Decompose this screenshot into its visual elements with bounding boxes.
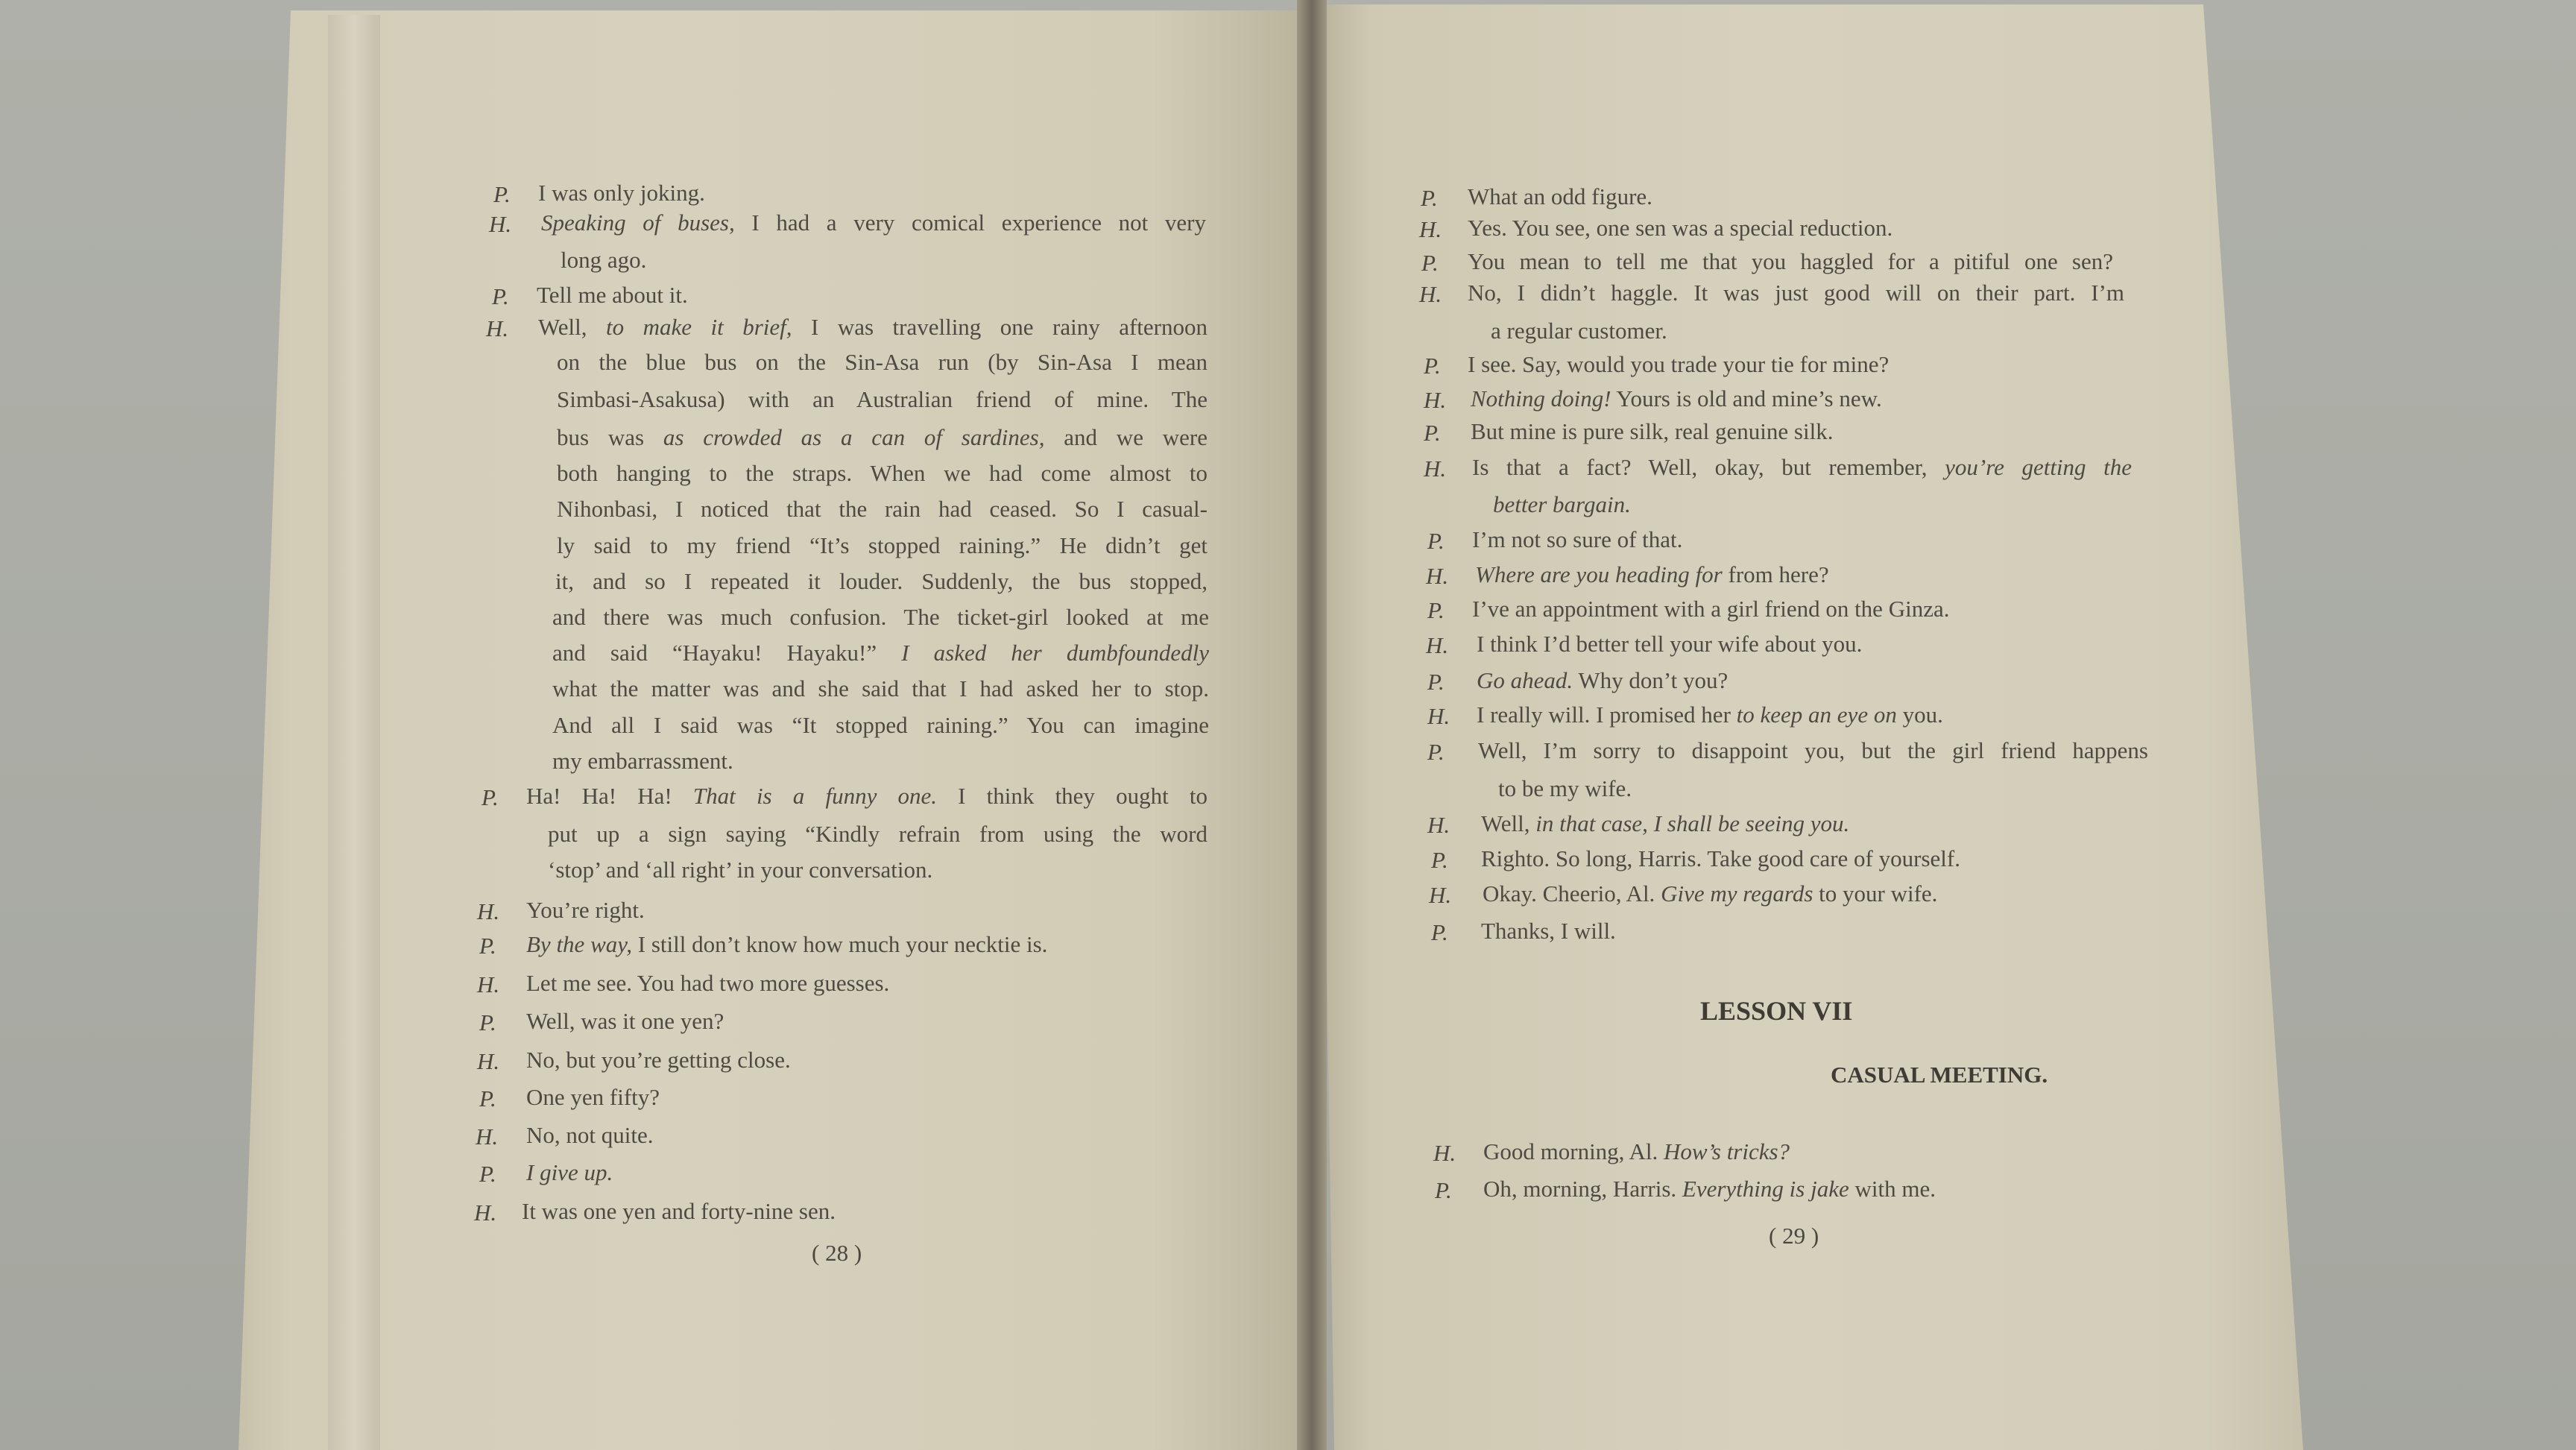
dialogue-line: [1477, 632, 1862, 655]
lesson-subtitle: CASUAL MEETING.: [1831, 1062, 2048, 1088]
dialogue-line: [538, 315, 1208, 338]
dialogue-line: [537, 283, 688, 306]
speaker-label: P.: [479, 933, 496, 959]
book-gutter: [1297, 0, 1327, 1450]
speaker-label: H.: [1424, 456, 1447, 482]
dialogue-line: [557, 497, 1208, 520]
dialogue-line: [526, 1009, 724, 1033]
italic-phrase: Speaking of buses,: [541, 209, 735, 236]
speaker-label: P.: [482, 784, 499, 810]
italic-phrase: to make it brief,: [606, 314, 792, 340]
dialogue-line: [552, 641, 1209, 664]
dialogue-line: [1481, 847, 1960, 870]
dialogue-line: [1472, 456, 2132, 479]
text-segment: I see. Say, would you trade your tie for mine?: [1468, 351, 1890, 377]
italic-phrase: you’re getting the: [1945, 454, 2132, 480]
speaker-label: P.: [1427, 597, 1445, 623]
speaker-label: P.: [1427, 739, 1445, 765]
text-segment: It was one yen and forty-nine sen.: [522, 1198, 836, 1224]
text-segment: you.: [1896, 702, 1943, 728]
dialogue-line: [1471, 387, 1882, 410]
speaker-label: H.: [1426, 632, 1449, 658]
text-segment: Tell me about it.: [537, 282, 688, 308]
text-segment: I had a very comical experience not very: [734, 209, 1206, 236]
dialogue-line: [1483, 1177, 1936, 1200]
text-segment: Let me see. You had two more guesses.: [526, 970, 890, 996]
speaker-label: P.: [1421, 185, 1438, 211]
dialogue-line: [526, 784, 1208, 807]
speaker-label: H.: [476, 1123, 499, 1150]
speaker-label: P.: [1427, 528, 1445, 554]
dialogue-line: [552, 749, 733, 772]
dialogue-line: [1498, 777, 1632, 800]
text-segment: Well, I’m sorry to disappoint you, but the girl friend happens: [1478, 737, 2148, 763]
speaker-label: P.: [1424, 420, 1441, 446]
page-number-right: ( 29 ): [1769, 1223, 1819, 1249]
text-segment: No, not quite.: [526, 1122, 654, 1148]
text-segment: both hanging to the straps. When we had come almost to: [557, 460, 1208, 486]
dialogue-line: [557, 534, 1208, 557]
speaker-label: P.: [1421, 250, 1439, 276]
italic-phrase: How’s tricks?: [1663, 1138, 1790, 1164]
dialogue-line: [1483, 882, 1937, 905]
text-segment: from here?: [1722, 561, 1829, 587]
text-segment: Ha! Ha! Ha!: [526, 783, 693, 809]
speaker-label: P.: [1424, 353, 1441, 379]
text-segment: Yours is old and mine’s new.: [1611, 385, 1882, 412]
text-segment: I think they ought to: [937, 783, 1208, 809]
dialogue-line: [1468, 353, 1889, 376]
text-segment: No, I didn’t haggle. It was just good will on their part. I’m: [1468, 280, 2124, 306]
dialogue-line: [1472, 528, 1682, 551]
text-segment: Thanks, I will.: [1481, 918, 1616, 944]
text-segment: put up a sign saying “Kindly refrain from using the word: [548, 821, 1208, 847]
speaker-label: P.: [1431, 919, 1448, 945]
dialogue-line: [1468, 216, 1892, 239]
text-segment: to your wife.: [1813, 880, 1938, 907]
text-segment: I still don’t know how much your necktie is.: [632, 931, 1048, 957]
speaker-label: H.: [477, 1048, 500, 1074]
speaker-label: P.: [1431, 847, 1448, 873]
text-segment: I’m not so sure of that.: [1472, 526, 1683, 552]
dialogue-line: [1481, 919, 1616, 942]
dialogue-line: [526, 1085, 660, 1109]
dialogue-line: [1477, 703, 1943, 726]
text-segment: Righto. So long, Harris. Take good care of yourself.: [1481, 845, 1960, 871]
dialogue-line: [552, 605, 1209, 628]
dialogue-line: [1481, 812, 1849, 835]
text-segment: Good morning, Al.: [1483, 1138, 1664, 1164]
speaker-label: P.: [479, 1009, 496, 1036]
italic-phrase: better bargain.: [1493, 491, 1631, 517]
dialogue-line: [548, 858, 932, 881]
speaker-label: H.: [486, 315, 509, 341]
dialogue-line: [1472, 597, 1949, 620]
dialogue-line: [526, 1123, 654, 1147]
text-segment: my embarrassment.: [552, 748, 733, 774]
speaker-label: H.: [1429, 882, 1452, 908]
text-segment: No, but you’re getting close.: [526, 1047, 791, 1073]
dialogue-line: [1475, 563, 1829, 586]
dialogue-line: [1493, 493, 1631, 516]
italic-phrase: in that case, I shall be seeing you.: [1535, 810, 1850, 836]
text-segment: I really will. I promised her: [1477, 702, 1737, 728]
dialogue-line: [526, 1161, 613, 1184]
text-segment: You mean to tell me that you haggled for a pitiful one sen?: [1468, 248, 2113, 274]
dialogue-line: [526, 971, 889, 994]
dialogue-line: [538, 181, 705, 204]
italic-phrase: Where are you heading for: [1475, 561, 1723, 587]
speaker-label: P.: [493, 181, 511, 207]
text-segment: with me.: [1849, 1176, 1936, 1202]
text-segment: Simbasi-Asakusa) with an Australian friend of mine. The: [557, 386, 1208, 412]
dialogue-line: [526, 898, 645, 921]
text-segment: Well, was it one yen?: [526, 1008, 724, 1034]
text-segment: what the matter was and she said that I had asked her to stop.: [552, 675, 1209, 702]
dialogue-line: [548, 822, 1208, 845]
speaker-label: H.: [1424, 387, 1447, 413]
dialogue-line: [557, 388, 1208, 411]
dialogue-line: [557, 461, 1208, 485]
text-segment: One yen fifty?: [526, 1084, 660, 1110]
speaker-label: H.: [1427, 703, 1450, 729]
italic-phrase: as crowded as a can of sardines,: [663, 424, 1045, 450]
text-segment: it, and so I repeated it louder. Suddenly, the bus stopped,: [555, 568, 1208, 594]
speaker-label: H.: [1433, 1140, 1456, 1166]
speaker-label: P.: [479, 1161, 496, 1187]
text-segment: Oh, morning, Harris.: [1483, 1176, 1682, 1202]
dialogue-line: [552, 713, 1209, 737]
dialogue-line: [557, 350, 1208, 373]
speaker-label: H.: [477, 971, 500, 997]
dialogue-line: [1478, 739, 2148, 762]
italic-phrase: Everything is jake: [1682, 1176, 1849, 1202]
dialogue-line: [1468, 185, 1652, 208]
dialogue-line: [552, 677, 1209, 700]
italic-phrase: Give my regards: [1661, 880, 1813, 907]
text-segment: I’ve an appointment with a girl friend on the Ginza.: [1472, 596, 1950, 622]
text-segment: Nihonbasi, I noticed that the rain had ceased. So I casual-: [557, 496, 1208, 522]
page-number-left: ( 28 ): [812, 1240, 862, 1266]
speaker-label: P.: [479, 1085, 496, 1112]
text-segment: Why don’t you?: [1573, 667, 1729, 693]
text-segment: I think I’d better tell your wife about you.: [1477, 631, 1863, 657]
text-segment: What an odd figure.: [1468, 183, 1652, 209]
lesson-title: LESSON VII: [1700, 996, 1853, 1026]
text-segment: Yes. You see, one sen was a special reduction.: [1468, 215, 1893, 241]
speaker-label: H.: [1427, 812, 1450, 838]
dialogue-line: [522, 1200, 836, 1223]
dialogue-line: [555, 570, 1208, 593]
text-segment: and we were: [1044, 424, 1208, 450]
italic-phrase: Nothing doing!: [1471, 385, 1611, 412]
text-segment: long ago.: [561, 247, 647, 273]
italic-phrase: That is a funny one.: [692, 783, 938, 809]
dialogue-line: [561, 248, 646, 271]
dialogue-line: [526, 933, 1047, 956]
text-segment: ly said to my friend “It’s stopped raining.” He didn’t get: [557, 532, 1208, 558]
text-segment: I was only joking.: [538, 180, 705, 206]
dialogue-line: [526, 1048, 791, 1071]
text-segment: Well,: [538, 314, 606, 340]
italic-phrase: to keep an eye on: [1736, 702, 1897, 728]
speaker-label: P.: [1427, 669, 1445, 695]
speaker-label: H.: [474, 1200, 497, 1226]
dialogue-line: [1491, 319, 1667, 342]
dialogue-line: [1477, 669, 1728, 692]
text-segment: Okay. Cheerio, Al.: [1483, 880, 1661, 907]
speaker-label: H.: [1426, 563, 1449, 589]
italic-phrase: By the way,: [526, 931, 633, 957]
text-segment: to be my wife.: [1498, 775, 1632, 801]
dialogue-line: [1468, 281, 2124, 304]
text-segment: and said “Hayaku! Hayaku!”: [552, 640, 902, 666]
text-segment: a regular customer.: [1491, 318, 1667, 344]
dialogue-line: [557, 426, 1208, 449]
text-segment: ‘stop’ and ‘all right’ in your conversation.: [548, 857, 933, 883]
text-segment: And all I said was “It stopped raining.” You can imagine: [552, 712, 1209, 738]
speaker-label: H.: [1419, 281, 1442, 307]
dialogue-line: [1471, 420, 1833, 443]
text-segment: Well,: [1481, 810, 1536, 836]
italic-phrase: I asked her dumbfoundedly: [901, 640, 1209, 666]
text-segment: You’re right.: [526, 897, 645, 923]
dialogue-line: [541, 211, 1206, 234]
speaker-label: H.: [489, 211, 512, 237]
page-stack-edge: [328, 15, 380, 1450]
text-segment: bus was: [557, 424, 663, 450]
speaker-label: P.: [492, 283, 509, 309]
text-segment: and there was much confusion. The ticket-girl looked at me: [552, 604, 1209, 630]
italic-phrase: I give up.: [526, 1159, 613, 1185]
text-segment: Is that a fact? Well, okay, but remember,: [1472, 454, 1945, 480]
italic-phrase: Go ahead.: [1477, 667, 1573, 693]
text-segment: But mine is pure silk, real genuine silk.: [1471, 418, 1834, 444]
speaker-label: P.: [1435, 1177, 1452, 1203]
text-segment: on the blue bus on the Sin-Asa run (by Sin-Asa I mean: [557, 349, 1208, 375]
speaker-label: H.: [1419, 216, 1442, 242]
speaker-label: H.: [477, 898, 500, 924]
text-segment: I was travelling one rainy afternoon: [792, 314, 1208, 340]
dialogue-line: [1468, 250, 2113, 273]
dialogue-line: [1483, 1140, 1790, 1163]
